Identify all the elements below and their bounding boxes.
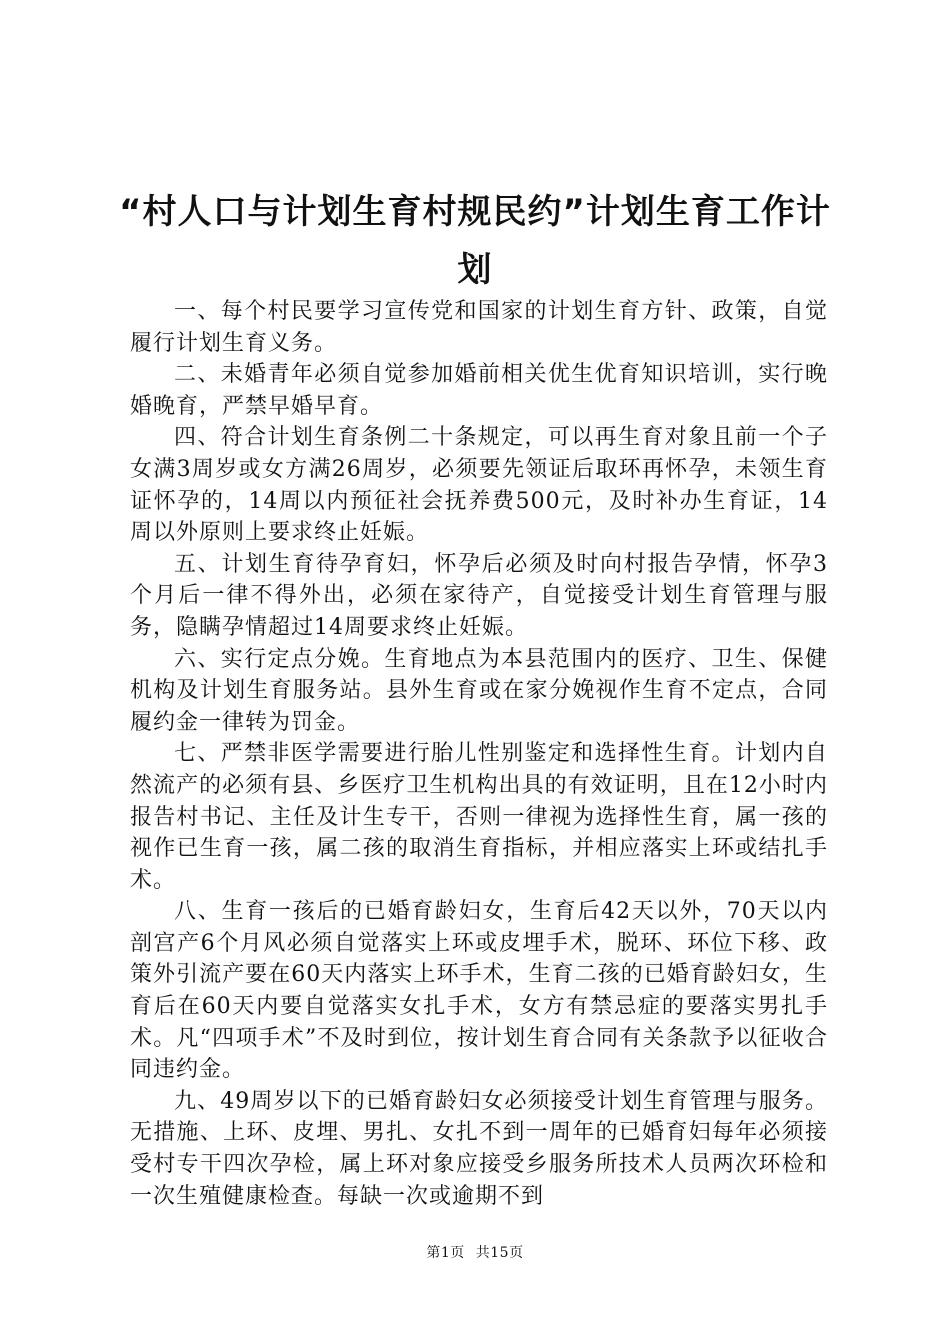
- paragraph-9: 九、49周岁以下的已婚育龄妇女必须接受计划生育管理与服务。无措施、上环、皮埋、男扎、女扎不到一周年的已婚育妇每年必须接受村专干四次孕检，属上环对象应接受乡服务所技术人员两次环检和一次生殖健康检查。每缺一次或逾期不到: [130, 1088, 828, 1209]
- paragraph-2: 二、未婚青年必须自觉参加婚前相关优生优育知识培训，实行晚婚晚育，严禁早婚早育。: [130, 362, 828, 419]
- page-number: 第1页: [426, 1245, 465, 1261]
- page-total: 共15页: [475, 1245, 524, 1261]
- document-title: “村人口与计划生育村规民约”计划生育工作计划: [119, 192, 831, 290]
- paragraph-5: 五、计划生育待孕育妇，怀孕后必须及时向村报告孕情，怀孕3个月后一律不得外出，必须在家待产，自觉接受计划生育管理与服务，隐瞒孕情超过14周要求终止妊娠。: [130, 551, 828, 640]
- page-footer: [0, 1243, 950, 1263]
- paragraph-8: 八、生育一孩后的已婚育龄妇女，生育后42天以外，70天以内剖宫产6个月风必须自觉落实上环或皮埋手术，脱环、环位下移、政策外引流产要在60天内落实上环手术，生育二孩的已婚育龄妇女，生育后在60天内要自觉落实女扎手术，女方有禁忌症的要落实男扎手术。凡“四项手术”不及时到位，按计划生育合同有关条款予以征收合同违约金。: [130, 899, 828, 1083]
- paragraph-1: 一、每个村民要学习宣传党和国家的计划生育方针、政策，自觉履行计划生育义务。: [130, 299, 828, 356]
- paragraph-4: 四、符合计划生育条例二十条规定，可以再生育对象且前一个子女满3周岁或女方满26周岁，必须要先领证后取环再怀孕，未领生育证怀孕的，14周以内预征社会抚养费500元，及时补办生育证，14周以外原则上要求终止妊娠。: [130, 425, 828, 546]
- document-body: [130, 296, 828, 1212]
- paragraph-6: 六、实行定点分娩。生育地点为本县范围内的医疗、卫生、保健机构及计划生育服务站。县外生育或在家分娩视作生育不定点，合同履约金一律转为罚金。: [130, 646, 828, 735]
- paragraph-7: 七、严禁非医学需要进行胎儿性别鉴定和选择性生育。计划内自然流产的必须有县、乡医疗卫生机构出具的有效证明，且在12小时内报告村书记、主任及计生专干，否则一律视为选择性生育，属一孩的视作已生育一孩，属二孩的取消生育指标，并相应落实上环或结扎手术。: [130, 741, 828, 893]
